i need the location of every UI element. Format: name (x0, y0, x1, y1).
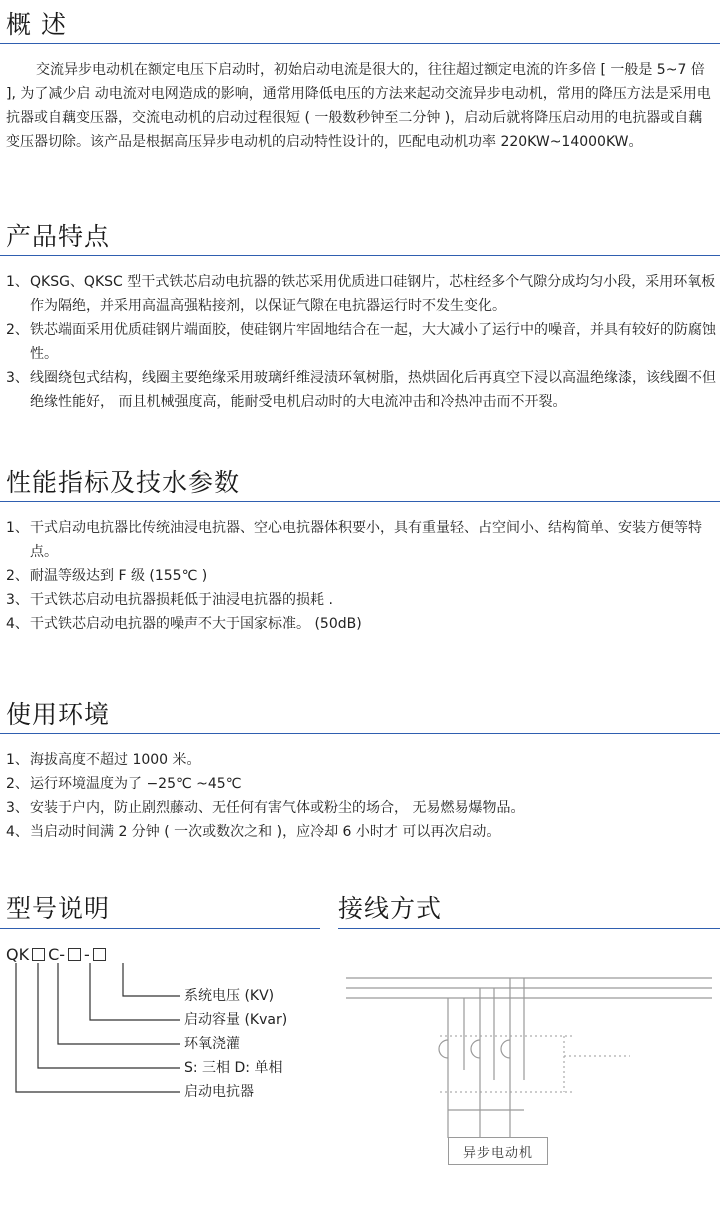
list-item: 1、 QKSG、QKSC 型干式铁芯启动电抗器的铁芯采用优质进口硅钢片，芯柱经多个气隙分成均匀小段，采用环氧板作为隔绝，并采用高温高强粘接剂，以保证气隙在电抗器运行时不发生变化。 (6, 274, 716, 314)
model-label-epoxy: 环氧浇灌 (184, 1036, 240, 1052)
section-title-overview: 概 述 (6, 10, 67, 39)
environment-list (6, 748, 716, 844)
section-title-wiring: 接线方式 (338, 894, 443, 923)
list-item: 3、 干式铁芯启动电抗器损耗低于油浸电抗器的损耗 . (6, 592, 333, 608)
features-list (6, 270, 716, 414)
motor-label: 异步电动机 (448, 1137, 548, 1165)
model-code: QK C- - (6, 945, 109, 964)
model-bracket-lines (0, 960, 330, 1120)
overview-text: 交流异步电动机在额定电压下启动时，初始启动电流是很大的，往往超过额定电流的许多倍 [ 一般是 5~7 倍 ], 为了减少启 动电流对电网造成的影响，通常用降低电压的方法来起动交流异步电动机，常用的降压方法是采用电抗器或自藕变压器，交流电动机的启动过程很短 ( 一般数秒钟至二分钟 )，启动后就将降压启动用的电抗器或自藕变压器切除。该产品是根据高压异步电动机的启动特性设计的，匹配电动机功率 220KW~14000KW。 (6, 62, 711, 150)
model-label-phase: S: 三相 D: 单相 (184, 1060, 283, 1076)
section-divider (338, 928, 720, 929)
section-divider (0, 928, 320, 929)
section-divider (0, 43, 720, 44)
section-divider (0, 255, 720, 256)
list-item: 1、 干式启动电抗器比传统油浸电抗器、空心电抗器体积要小，具有重量轻、占空间小、结构简单、安装方便等特点。 (6, 520, 702, 560)
section-divider (0, 733, 720, 734)
section-divider (0, 501, 720, 502)
list-item: 2、 运行环境温度为了 −25℃ ~45℃ (6, 776, 242, 792)
section-title-performance: 性能指标及技水参数 (6, 468, 241, 497)
list-item: 1、 海拔高度不超过 1000 米。 (6, 752, 201, 768)
section-title-features: 产品特点 (6, 222, 111, 251)
section-title-environment: 使用环境 (6, 700, 111, 729)
model-label-voltage: 系统电压 (KV) (184, 988, 275, 1004)
list-item: 2、 铁芯端面采用优质硅钢片端面胶，使硅钢片牢固地结合在一起，大大减小了运行中的噪音，并具有较好的防腐蚀性。 (6, 322, 716, 362)
list-item: 3、 安装于户内，防止剧烈藤动、无任何有害气体或粉尘的场合， 无易燃易爆物品。 (6, 800, 525, 816)
list-item: 2、 耐温等级达到 F 级 (155℃ ) (6, 568, 208, 584)
model-label-capacity: 启动容量 (Kvar) (184, 1012, 288, 1028)
model-label-reactor: 启动电抗器 (184, 1084, 254, 1100)
list-item: 3、 线圈绕包式结构，线圈主要绝缘采用玻璃纤维浸渍环氧树脂，热烘固化后再真空下浸以高温绝缘漆，该线圈不但绝缘性能好， 而且机械强度高，能耐受电机启动时的大电流冲击和冷热冲击而不开裂。 (6, 370, 716, 410)
section-title-model: 型号说明 (6, 894, 111, 923)
performance-list (6, 516, 716, 636)
list-item: 4、 当启动时间满 2 分钟 ( 一次或数次之和 )，应冷却 6 小时才 可以再次启动。 (6, 824, 501, 840)
list-item: 4、 干式铁芯启动电抗器的噪声不大于国家标准。 (50dB) (6, 616, 362, 632)
